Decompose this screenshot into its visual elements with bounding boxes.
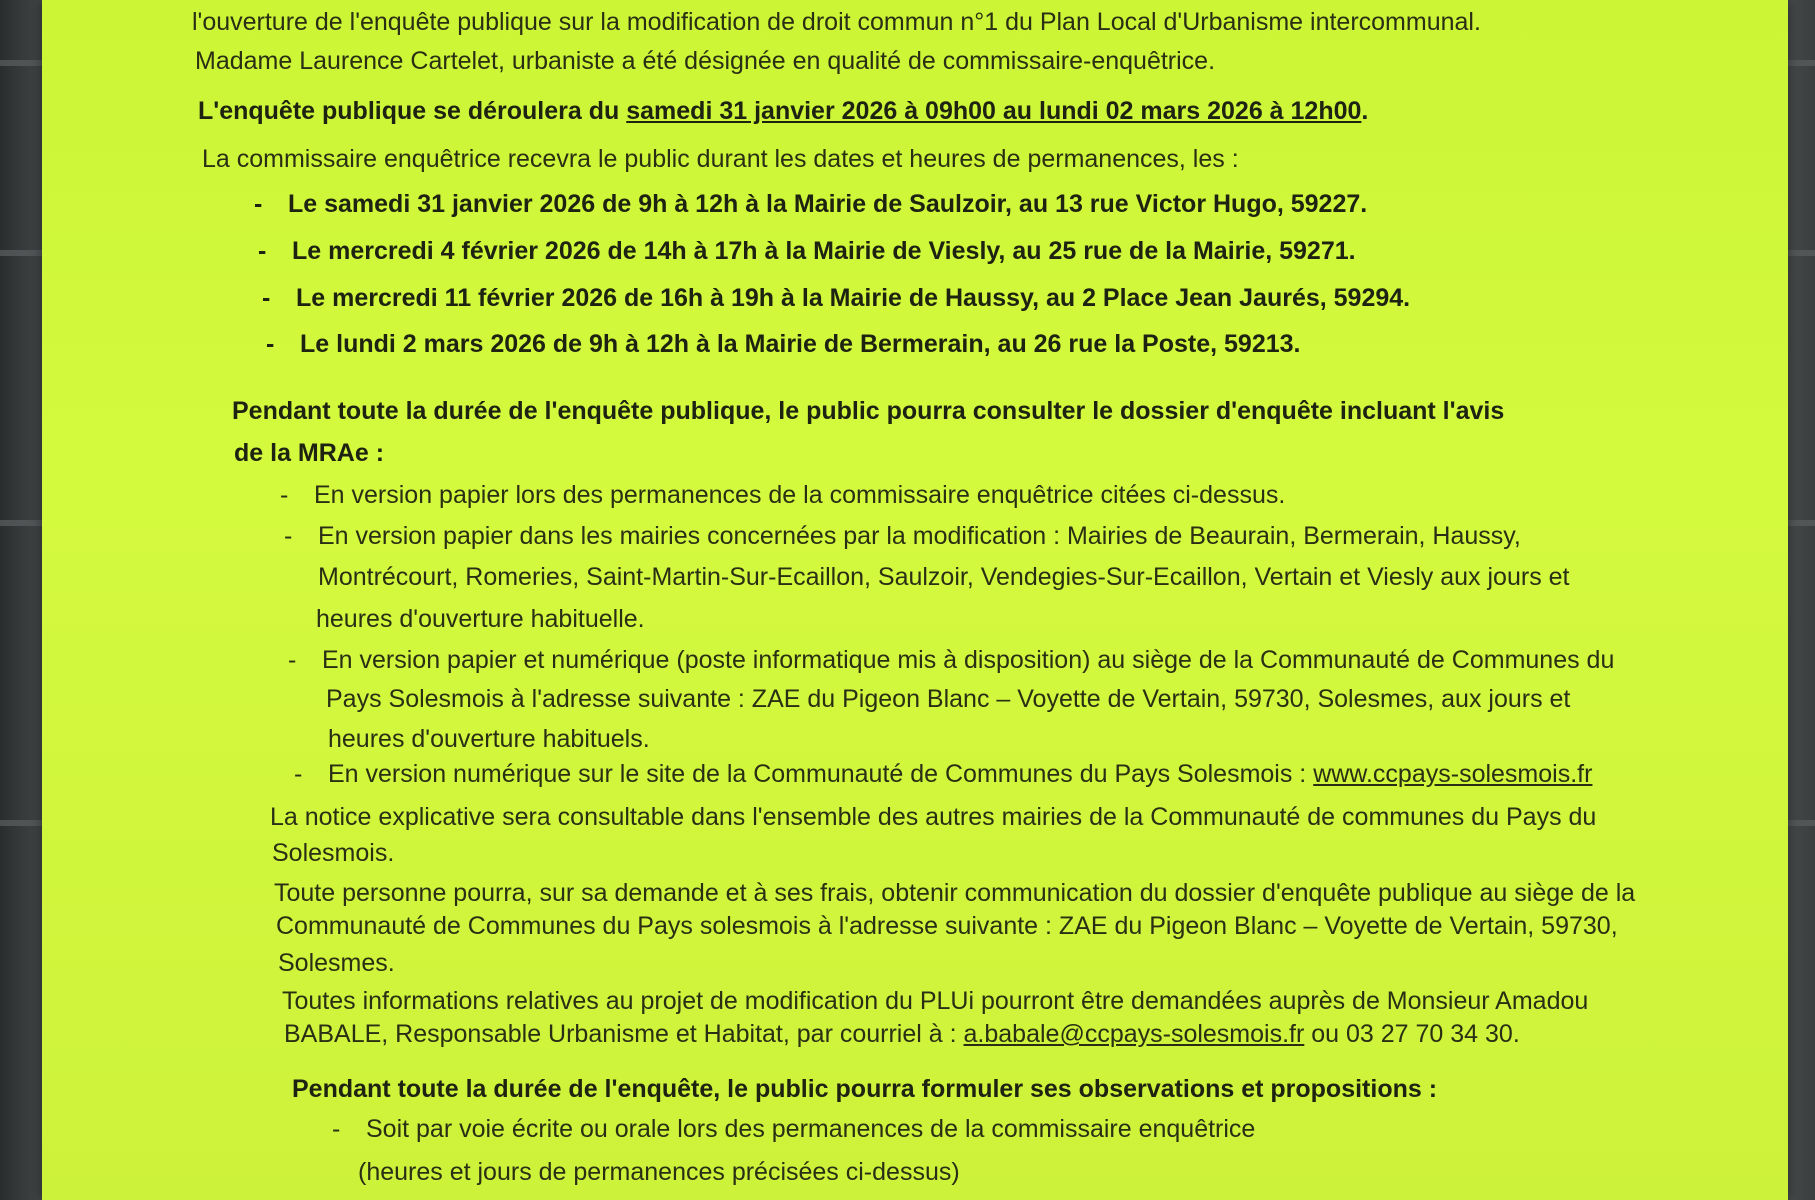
notice-text: Solesmois. — [272, 839, 395, 867]
notice-text: La notice explicative sera consultable dans l'ensemble des autres mairies de la Communauté de communes du Pays du — [270, 803, 1597, 831]
consult-heading: de la MRAe : — [234, 439, 385, 467]
permanence-text: Le samedi 31 janvier 2026 de 9h à 12h à la Mairie de Saulzoir, au 13 rue Victor Hugo, 59227. — [288, 190, 1368, 218]
intro-line: Madame Laurence Cartelet, urbaniste a été désignée en qualité de commissaire-enquêtrice. — [195, 47, 1216, 75]
consult-text: En version papier dans les mairies concernées par la modification : Mairies de Beaurain, Bermerain, Haussy, — [318, 522, 1521, 550]
inquiry-dates — [198, 96, 1368, 126]
intro-line: l'ouverture de l'enquête publique sur la modification de droit commun n°1 du Plan Local d'Urbanisme intercommunal. — [192, 8, 1481, 36]
email-link[interactable]: a.babale@ccpays-solesmois.fr — [963, 1020, 1305, 1048]
consult-item-cont: heures d'ouverture habituels. — [328, 725, 650, 753]
bullet: - — [332, 1115, 341, 1143]
info-prefix: BABALE, Responsable Urbanisme et Habitat, par courriel à : — [284, 1020, 964, 1048]
dates-suffix: . — [1361, 97, 1369, 125]
info-text — [284, 1019, 1520, 1049]
consult-text: En version papier et numérique (poste informatique mis à disposition) au siège de la Communauté de Communes du — [322, 646, 1615, 674]
bullet: - — [284, 522, 293, 550]
request-text: Communauté de Communes du Pays solesmois à l'adresse suivante : ZAE du Pigeon Blanc – Voyette de Vertain, 59730, — [276, 912, 1618, 940]
permanence-text: Le mercredi 11 février 2026 de 16h à 19h à la Mairie de Haussy, au 2 Place Jean Jaurés, 59294. — [296, 284, 1411, 312]
observations-item-cont: (heures et jours de permanences précisées ci-dessus) — [358, 1158, 960, 1186]
permanence-item — [262, 283, 1410, 313]
bullet: - — [294, 760, 303, 788]
consult-item-cont: Montrécourt, Romeries, Saint-Martin-Sur-Ecaillon, Saulzoir, Vendegies-Sur-Ecaillon, Vertain et Viesly aux jours et — [318, 563, 1570, 591]
permanence-item — [254, 189, 1367, 219]
consult-heading: Pendant toute la durée de l'enquête publique, le public pourra consulter le dossier d'enquête incluant l'avis — [232, 397, 1505, 425]
observations-text: Soit par voie écrite ou orale lors des permanences de la commissaire enquêtrice — [366, 1115, 1256, 1143]
consult-text: En version papier lors des permanences de la commissaire enquêtrice citées ci-dessus. — [314, 481, 1286, 509]
info-text: Toutes informations relatives au projet de modification du PLUi pourront être demandées auprès de Monsieur Amadou — [282, 987, 1589, 1015]
request-text: Solesmes. — [278, 949, 395, 977]
dates-period: samedi 31 janvier 2026 à 09h00 au lundi 02 mars 2026 à 12h00 — [626, 97, 1362, 125]
dates-prefix: L'enquête publique se déroulera du — [198, 97, 627, 125]
info-suffix: ou 03 27 70 34 30. — [1304, 1020, 1520, 1048]
consult-item — [280, 480, 1285, 510]
bullet: - — [262, 284, 271, 312]
website-link[interactable]: www.ccpays-solesmois.fr — [1313, 760, 1593, 788]
consult-item — [284, 521, 1521, 551]
observations-item — [332, 1114, 1255, 1144]
permanence-text: Le mercredi 4 février 2026 de 14h à 17h à la Mairie de Viesly, au 25 rue de la Mairie, 59271. — [292, 237, 1356, 265]
bullet: - — [288, 646, 297, 674]
permanences-intro: La commissaire enquêtrice recevra le public durant les dates et heures de permanences, les : — [202, 145, 1239, 173]
consult-text: En version numérique sur le site de la Communauté de Communes du Pays Solesmois : — [328, 760, 1314, 788]
consult-item-cont: Pays Solesmois à l'adresse suivante : ZAE du Pigeon Blanc – Voyette de Vertain, 59730, Solesmes, aux jours et — [326, 685, 1571, 713]
bullet: - — [280, 481, 289, 509]
consult-item — [294, 759, 1592, 789]
notice-poster — [42, 0, 1788, 1200]
bullet: - — [254, 190, 263, 218]
bullet: - — [258, 237, 267, 265]
bullet: - — [266, 330, 275, 358]
consult-item-cont: heures d'ouverture habituelle. — [316, 605, 645, 633]
permanence-text: Le lundi 2 mars 2026 de 9h à 12h à la Mairie de Bermerain, au 26 rue la Poste, 59213. — [300, 330, 1301, 358]
request-text: Toute personne pourra, sur sa demande et à ses frais, obtenir communication du dossier d'enquête publique au siège de la — [274, 879, 1636, 907]
observations-heading: Pendant toute la durée de l'enquête, le public pourra formuler ses observations et propositions : — [292, 1075, 1438, 1103]
consult-item — [288, 645, 1614, 675]
permanence-item — [258, 236, 1356, 266]
permanence-item — [266, 329, 1301, 359]
